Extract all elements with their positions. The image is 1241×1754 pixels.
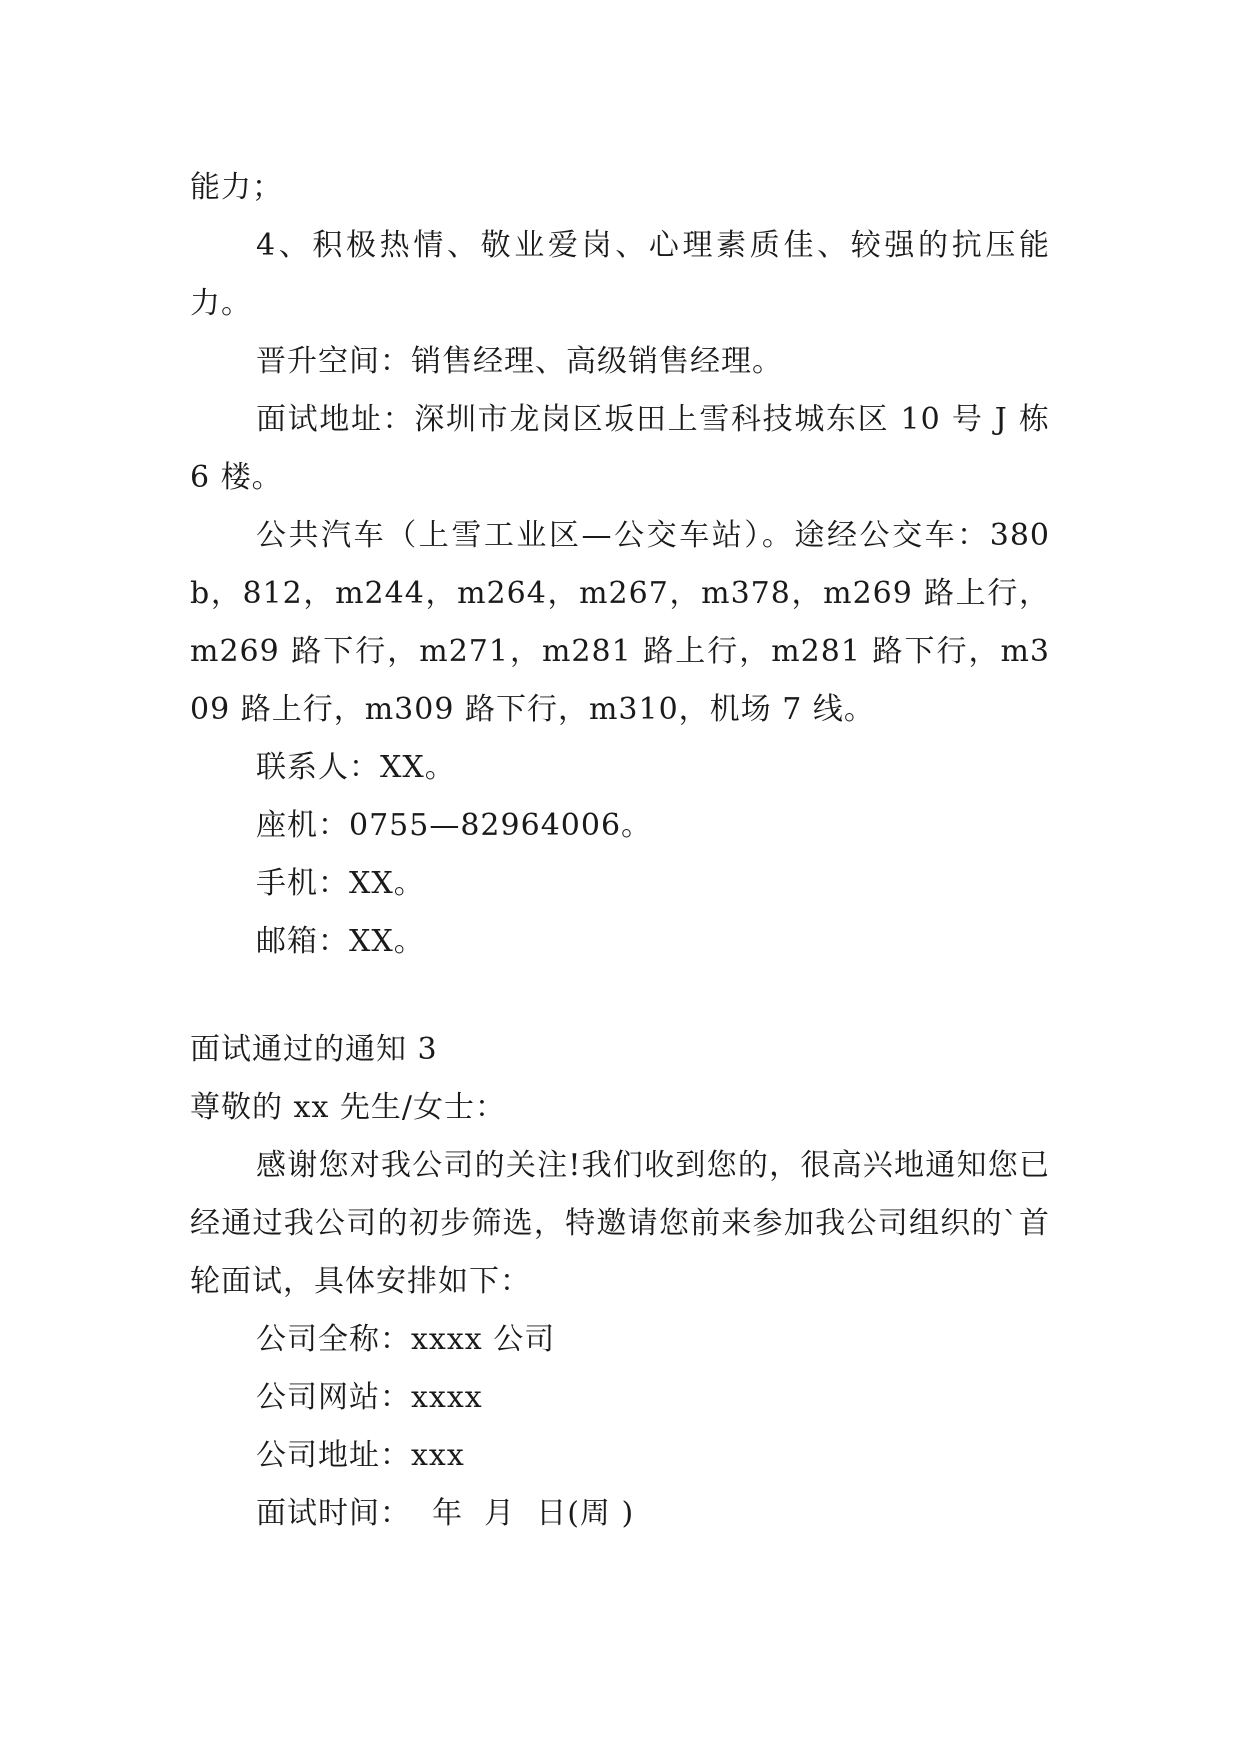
section-title: 面试通过的通知 3	[190, 1032, 438, 1067]
paragraph-mobile: 手机：XX。	[256, 866, 425, 901]
paragraph-bus-routes: 公共汽车（上雪工业区—公交车站）。途经公交车：380b，812，m244，m264，m267，m378，m269 路上行，m269 路下行，m271，m281 路上行，m281 路下行，m309 路上行，m309 路下行，m310，机场 7 线。	[190, 518, 1050, 727]
paragraph-interview-address: 面试地址：深圳市龙岗区坂田上雪科技城东区 10 号 J 栋 6 楼。	[190, 402, 1050, 495]
paragraph-company-website: 公司网站：xxxx	[256, 1380, 483, 1415]
paragraph-company-address: 公司地址：xxx	[256, 1438, 465, 1473]
paragraph-interview-time: 面试时间： 年 月 日(周 )	[256, 1496, 635, 1531]
paragraph-ability-end: 能力；	[190, 170, 283, 205]
paragraph-email: 邮箱：XX。	[256, 924, 425, 959]
section-notice-3	[190, 1021, 1050, 1543]
paragraph-landline: 座机：0755—82964006。	[256, 808, 653, 843]
paragraph-company-name: 公司全称：xxxx 公司	[256, 1322, 556, 1357]
paragraph-contact-person: 联系人：XX。	[256, 750, 456, 785]
paragraph-requirement-4: 4、积极热情、敬业爱岗、心理素质佳、较强的抗压能力。	[190, 228, 1050, 321]
paragraph-invitation: 感谢您对我公司的关注!我们收到您的，很高兴地通知您已经通过我公司的初步筛选，特邀请您前来参加我公司组织的`首轮面试，具体安排如下：	[190, 1148, 1050, 1299]
paragraph-promotion: 晋升空间：销售经理、高级销售经理。	[256, 344, 783, 379]
section-requirements	[190, 159, 1050, 971]
salutation: 尊敬的 xx 先生/女士：	[190, 1090, 507, 1125]
